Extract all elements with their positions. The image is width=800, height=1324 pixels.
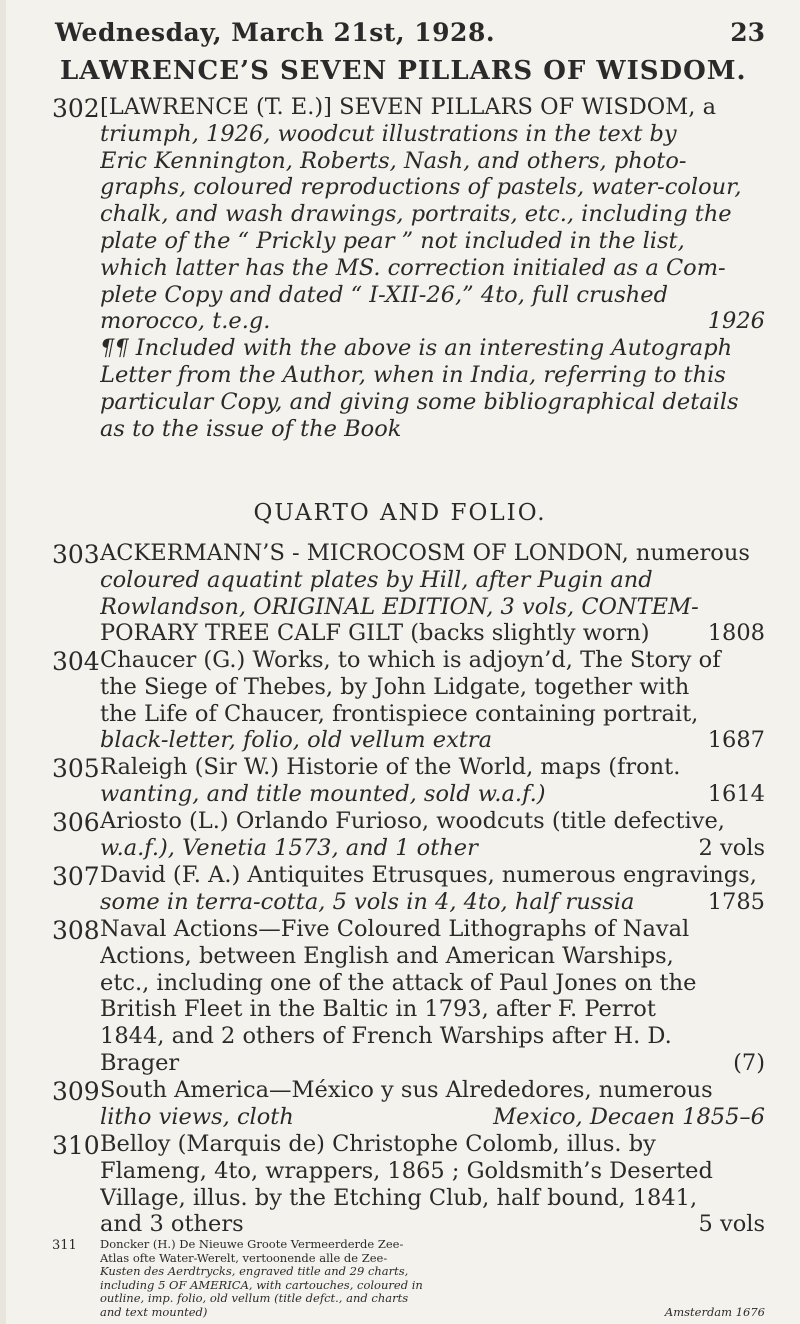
lot-description: ACKERMANN’S - MICROCOSM OF LONDON, numerous coloured aquatint plates by Hill, after Pugin and Rowlandson, ORIGINAL EDITION, 3 vols, CONTEM- PORARY TREE CALF GILT (backs slightly worn) 1808 bbox=[100, 540, 765, 647]
lot-year: Mexico, Decaen 1855–6 bbox=[493, 1103, 765, 1130]
lot-year: 1808 bbox=[707, 620, 765, 647]
lot-description: South America—México y sus Alrededores, numerous litho views, cloth Mexico, Decaen 1855–6 bbox=[100, 1077, 765, 1130]
lot-number: 305 bbox=[52, 754, 100, 783]
lot-description: Naval Actions—Five Coloured Lithographs of Naval Actions, between English and American Warships, etc., including one of the attack of Paul Jones on the British Fleet in the Baltic in 1793, after F. Perrot 1844, and 2 others of French Warships after H. D. Brager (7) bbox=[100, 916, 765, 1076]
lot-year: 2 vols bbox=[698, 834, 765, 861]
lot-number: 310 bbox=[52, 1131, 100, 1160]
lot-description: Ariosto (L.) Orlando Furioso, woodcuts (title defective, w.a.f.), Venetia 1573, and 1 other 2 vols bbox=[100, 808, 765, 861]
lot-year: (7) bbox=[733, 1049, 765, 1076]
lot-description: Doncker (H.) De Nieuwe Groote Vermeerderde Zee- Atlas ofte Water-Werelt, vertoonende alle de Zee- Kusten des Aerdtrycks, engraved title and 29 charts, including 5 OF AMERICA, with cartouches, coloured in outline, imp. folio, old vellum (title defct., and charts and text mounted) Amsterdam 1676 bbox=[100, 1238, 765, 1319]
lot-number: 303 bbox=[52, 540, 100, 569]
lot-number: 304 bbox=[52, 647, 100, 676]
page-edge bbox=[0, 0, 6, 1324]
lot-description: Belloy (Marquis de) Christophe Colomb, illus. by Flameng, 4to, wrappers, 1865 ; Goldsmith’s Deserted Village, illus. by the Etching Club, half bound, 1841, and 3 others 5 vols bbox=[100, 1131, 765, 1238]
lot-description: Raleigh (Sir W.) Historie of the World, maps (front. wanting, and title mounted, sold w.a.f.) 1614 bbox=[100, 754, 765, 807]
lot-year: Amsterdam 1676 bbox=[664, 1305, 765, 1319]
lot-number: 308 bbox=[52, 916, 100, 945]
lot-year: 1687 bbox=[707, 727, 765, 754]
lot-number: 307 bbox=[52, 862, 100, 891]
running-header bbox=[55, 18, 765, 52]
lot-year: 1926 bbox=[707, 308, 765, 335]
header-date: Wednesday, March 21st, 1928. bbox=[55, 18, 496, 47]
page-number: 23 bbox=[730, 18, 765, 47]
lot-number: 311 bbox=[52, 1238, 77, 1253]
lot-year: 1614 bbox=[707, 780, 765, 807]
page-title: LAWRENCE’S SEVEN PILLARS OF WISDOM. bbox=[60, 56, 747, 86]
lot-number: 302 bbox=[52, 94, 100, 123]
lot-number: 306 bbox=[52, 808, 100, 837]
lot-description: David (F. A.) Antiquites Etrusques, numerous engravings, some in terra-cotta, 5 vols in 4, 4to, half russia 1785 bbox=[100, 862, 765, 915]
lot-description: [LAWRENCE (T. E.)] SEVEN PILLARS OF WISDOM, a triumph, 1926, woodcut illustrations in the text by Eric Kennington, Roberts, Nash, and others, photo- graphs, coloured reproductions of pastels, water-colour, chalk, and wash drawings, portraits, etc., including the plate of the “ Prickly pear ” not included in the list, which latter has the MS. correction initialed as a Com- plete Copy and dated “ I-XII-26,” 4to, full crushed morocco, t.e.g. 1926 ¶¶ Included with the above is an interesting Autograph Letter from the Author, when in India, referring to this particular Copy, and giving some bibliographical details as to the issue of the Book bbox=[100, 94, 765, 442]
lot-description: Chaucer (G.) Works, to which is adjoyn’d, The Story of the Siege of Thebes, by John Lidgate, together with the Life of Chaucer, frontispiece containing portrait, black-letter, folio, old vellum extra 1687 bbox=[100, 647, 765, 754]
lot-number: 309 bbox=[52, 1077, 100, 1106]
lot-year: 5 vols bbox=[698, 1211, 765, 1238]
lot-year: 1785 bbox=[707, 888, 765, 915]
section-heading: QUARTO AND FOLIO. bbox=[253, 500, 547, 526]
